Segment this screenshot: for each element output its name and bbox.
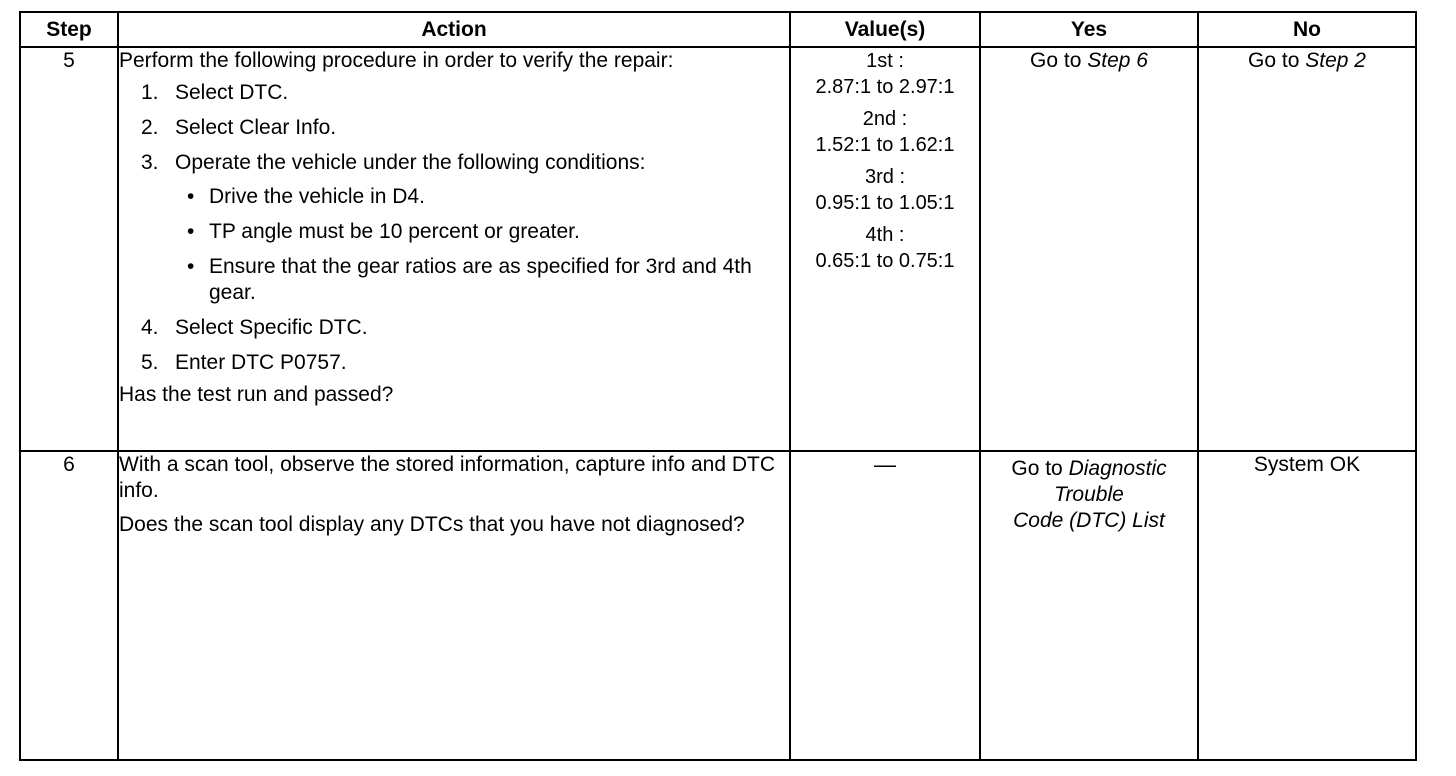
action-intro: Perform the following procedure in order to verify the repair: — [119, 49, 674, 72]
list-item: • Drive the vehicle in D4. — [187, 185, 425, 208]
action-cell — [118, 451, 790, 760]
step-number: 5 — [20, 47, 118, 451]
header-action: Action — [118, 12, 790, 47]
condition-list — [141, 184, 789, 306]
no-cell: Go to Step 2 — [1198, 47, 1416, 451]
yes-cell: Go to Diagnostic Trouble Code (DTC) List — [980, 451, 1198, 760]
diagnostic-procedure-table — [19, 11, 1417, 761]
list-item: • Ensure that the gear ratios are as specified for 3rd and 4th gear. — [187, 255, 752, 304]
gear-ratio-4th: 4th : 0.65:1 to 0.75:1 — [815, 224, 955, 272]
no-cell: System OK — [1198, 451, 1416, 760]
gear-ratio-2nd: 2nd : 1.52:1 to 1.62:1 — [815, 108, 955, 156]
action-question: Has the test run and passed? — [119, 383, 394, 406]
action-cell — [118, 47, 790, 451]
list-item: 3. Operate the vehicle under the following conditions: • Drive the vehicle in D4. • TP angle must be 10 percent or greater. • Ensure that the gear ratios are as specified for 3rd and 4th gear. — [141, 150, 789, 306]
list-item: 2. Select Clear Info. — [141, 116, 337, 139]
yes-link[interactable]: Diagnostic — [1068, 457, 1167, 480]
gear-ratio-1st: 1st : 2.87:1 to 2.97:1 — [815, 50, 955, 98]
list-item: 5. Enter DTC P0757. — [141, 351, 347, 374]
header-yes: Yes — [980, 12, 1198, 47]
procedure-list — [119, 80, 789, 376]
step-number: 6 — [20, 451, 118, 760]
header-no: No — [1198, 12, 1416, 47]
list-item: • TP angle must be 10 percent or greater. — [187, 220, 580, 243]
table-row-step-6 — [20, 451, 1416, 760]
values-cell: — — [790, 451, 980, 760]
header-values: Value(s) — [790, 12, 980, 47]
header-row — [20, 12, 1416, 47]
no-link[interactable]: Step 2 — [1305, 49, 1366, 72]
gear-ratio-3rd: 3rd : 0.95:1 to 1.05:1 — [815, 166, 955, 214]
values-cell — [790, 47, 980, 451]
yes-link[interactable]: Step 6 — [1087, 49, 1148, 72]
action-text: With a scan tool, observe the stored information, capture info and DTC info. — [119, 453, 775, 502]
table-row-step-5 — [20, 47, 1416, 451]
action-question: Does the scan tool display any DTCs that you have not diagnosed? — [119, 513, 745, 536]
list-item: 4. Select Specific DTC. — [141, 316, 368, 339]
list-item: 1. Select DTC. — [141, 81, 289, 104]
yes-cell: Go to Step 6 — [980, 47, 1198, 451]
header-step: Step — [20, 12, 118, 47]
